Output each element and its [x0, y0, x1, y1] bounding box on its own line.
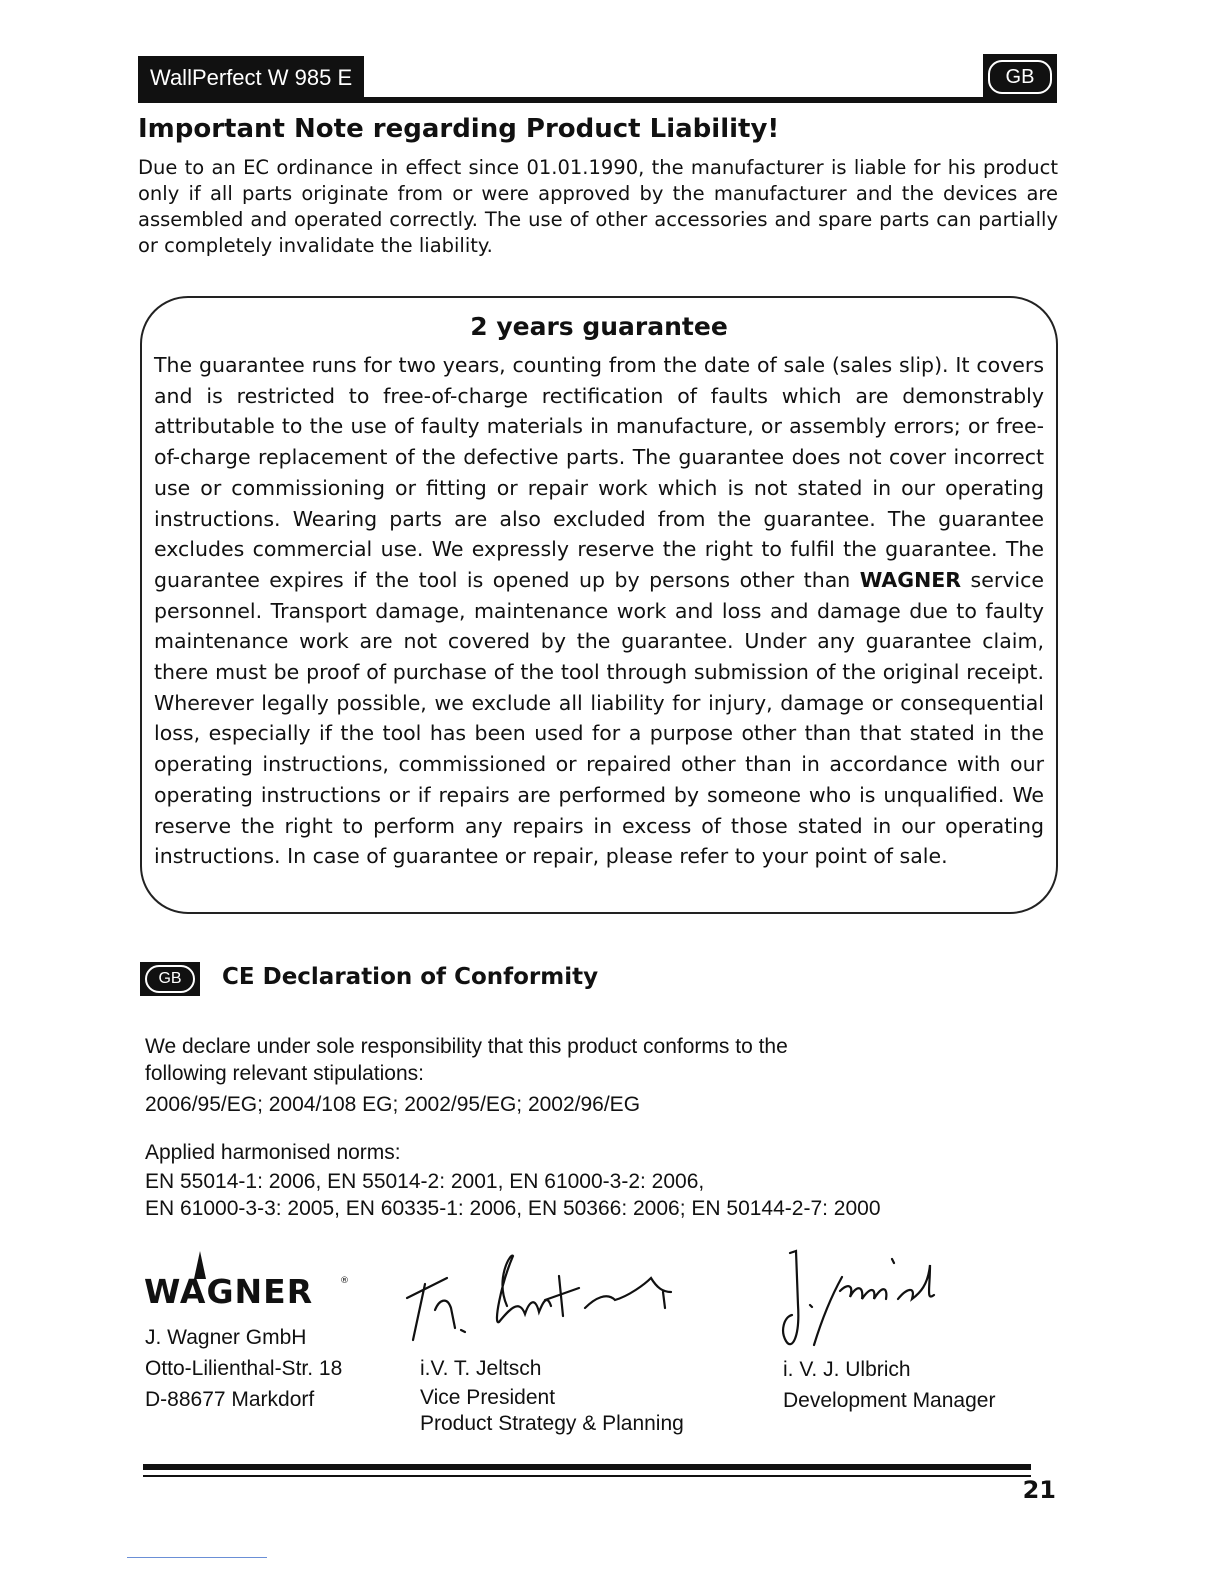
svg-text:®: ® [340, 1276, 349, 1286]
gb-language-icon: GB [145, 965, 195, 993]
footer-rule [143, 1464, 1031, 1470]
language-badge [983, 54, 1057, 100]
signature-ulbrich [770, 1245, 970, 1355]
wagner-logo [144, 1245, 354, 1307]
gb-language-icon: GB [988, 60, 1052, 94]
ce-language-badge [140, 962, 200, 996]
footer-rule-thin [143, 1475, 1031, 1477]
liability-paragraph: Due to an EC ordinance in effect since 01.01.1990, the manufacturer is liable for his product only if all parts originate from or were approved by the manufacturer and the devices are assembled and operated correctly. The use of other accessories and spare parts can partially or completely invalidate the liability. [138, 156, 1058, 257]
guarantee-paragraph [154, 350, 1044, 872]
signatory-title: Development Manager [783, 1389, 996, 1412]
company-address [145, 1322, 342, 1415]
signatory-title-line2: Product Strategy & Planning [420, 1412, 684, 1435]
ce-norms-list [145, 1168, 1045, 1222]
page-number: 21 [1022, 1476, 1056, 1504]
signatory-title: Vice President [420, 1386, 556, 1409]
ce-directives: 2006/95/EG; 2004/108 EG; 2002/95/EG; 2002/96/EG [145, 1093, 641, 1116]
ce-norms-heading: Applied harmonised norms: [145, 1141, 401, 1164]
ce-intro: We declare under sole responsibility that this product conforms to the following relevant stipulations: [145, 1035, 788, 1085]
liability-heading: Important Note regarding Product Liability! [138, 114, 780, 144]
signature-jeltsch [395, 1248, 695, 1348]
ce-heading: CE Declaration of Conformity [222, 964, 599, 990]
company-name: J. Wagner GmbH [145, 1326, 307, 1349]
guarantee-text-part2: service personnel. Transport damage, maintenance work and loss and damage due to faulty maintenance work are not covered by the guarantee. Under any guarantee claim, there must be proof of purchase of the tool through submission of the original receipt. Wherever legally possible, we exclude all liability for injury, damage or consequential loss, especially if the tool has been used for a purpose other than that stated in the operating instructions, commissioned or repaired other than in accordance with our operating instructions or if repairs are performed by someone who is unqualified. We reserve the right to perform any repairs in excess of those stated in our operating instructions. In case of guarantee or repair, please refer to your point of sale. [154, 567, 1044, 869]
ce-norms-line: EN 55014-1: 2006, EN 55014-2: 2001, EN 61000-3-2: 2006, [145, 1170, 705, 1193]
header-rule [138, 97, 1057, 103]
guarantee-text-part1: The guarantee runs for two years, counting from the date of sale (sales slip). It covers and is restricted to free-of-charge rectification of faults which are demonstrably attributable to the use of faulty materials in manufacture, or assembly errors; or free-of-charge replacement of the defective parts. The guarantee does not cover incorrect use or commissioning or fitting or repair work which is not stated in our operating instructions. Wearing parts are also excluded from the guarantee. The guarantee excludes commercial use. We expressly reserve the right to fulfil the guarantee. The guarantee expires if the tool is opened up by persons other than [154, 353, 1044, 592]
ce-norms-line: EN 61000-3-3: 2005, EN 60335-1: 2006, EN 50366: 2006; EN 50144-2-7: 2000 [145, 1197, 881, 1220]
signatory-jeltsch [420, 1354, 684, 1438]
signatory-ulbrich [783, 1354, 995, 1416]
company-city: D-88677 Markdorf [145, 1388, 315, 1411]
company-street: Otto-Lilienthal-Str. 18 [145, 1357, 343, 1380]
wagner-logo-text: WAGNER [144, 1272, 314, 1307]
footnote-divider [127, 1557, 267, 1558]
signatory-name: i. V. J. Ulbrich [783, 1358, 911, 1381]
product-title-label: WallPerfect W 985 E [138, 56, 364, 100]
signatory-name: i.V. T. Jeltsch [420, 1357, 542, 1380]
guarantee-brand: WAGNER [859, 567, 962, 592]
guarantee-heading: 2 years guarantee [470, 312, 728, 341]
